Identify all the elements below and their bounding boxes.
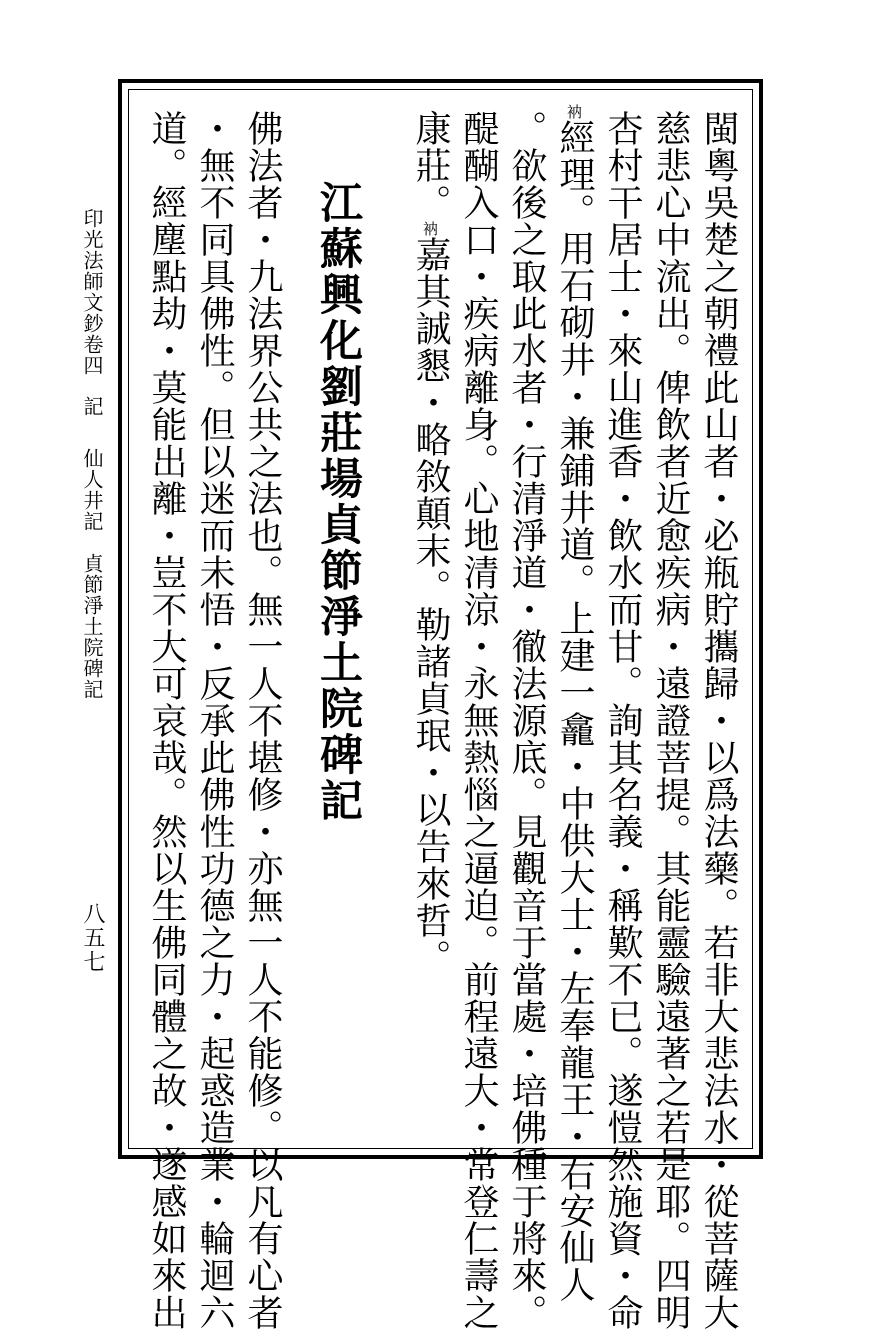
text-column-7 <box>410 110 451 976</box>
running-head-section: 記 <box>80 396 104 417</box>
text-column-4 <box>554 104 595 1303</box>
text-column-1: 閩粵吳楚之朝禮此山者・必瓶貯攜歸・以爲法藥。若非大悲法水・從菩薩大 <box>698 110 739 1331</box>
running-head-book: 印光法師文鈔卷四 <box>80 208 104 376</box>
text-column-6: 醍醐入口・疾病離身。心地清涼・永無熱惱之逼迫。前程遠大・常登仁壽之 <box>458 110 499 1331</box>
text-column-4-text: 經理。用石砌井・兼鋪井道。上建一龕・中供大士・左奉龍王・右安仙人 <box>554 119 595 1303</box>
text-column-3: 杏村干居士・來山進香・飲水而甘。詢其名義・稱歎不已。遂愷然施資・命 <box>602 110 643 1331</box>
interlinear-note: 衲 <box>421 221 439 236</box>
text-column-7-pre: 康莊。 <box>410 110 451 221</box>
text-column-8: 佛法者・九法界公共之法也。無一人不堪修・亦無一人不能修。以凡有心者 <box>242 110 283 1331</box>
text-column-9: ・無不同具佛性。但以迷而未悟・反承此佛性功德之力・起惑造業・輪迴六 <box>194 110 235 1331</box>
page-number: 八五七 <box>80 902 105 974</box>
text-column-5: 。欲後之取此水者・行清淨道・徹法源底。見觀音于當處・培佛種于將來。 <box>506 110 547 1331</box>
text-column-10: 道。經塵點劫・莫能出離・豈不大可哀哉。然以生佛同體之故・遂感如來出 <box>146 110 187 1331</box>
article-title: 江蘇興化劉莊場貞節淨土院碑記 <box>313 180 363 824</box>
interlinear-note: 衲 <box>565 104 583 119</box>
running-head-articles: 仙人井記 貞節淨土院碑記 <box>80 448 104 700</box>
text-column-2: 慈悲心中流出。俾飲者近愈疾病・遠證菩提。其能靈驗遠著之若是耶。四明 <box>650 110 691 1331</box>
text-column-7-text: 嘉其誠懇・略敘顛末。勒諸貞珉・以告來哲。 <box>410 236 451 976</box>
